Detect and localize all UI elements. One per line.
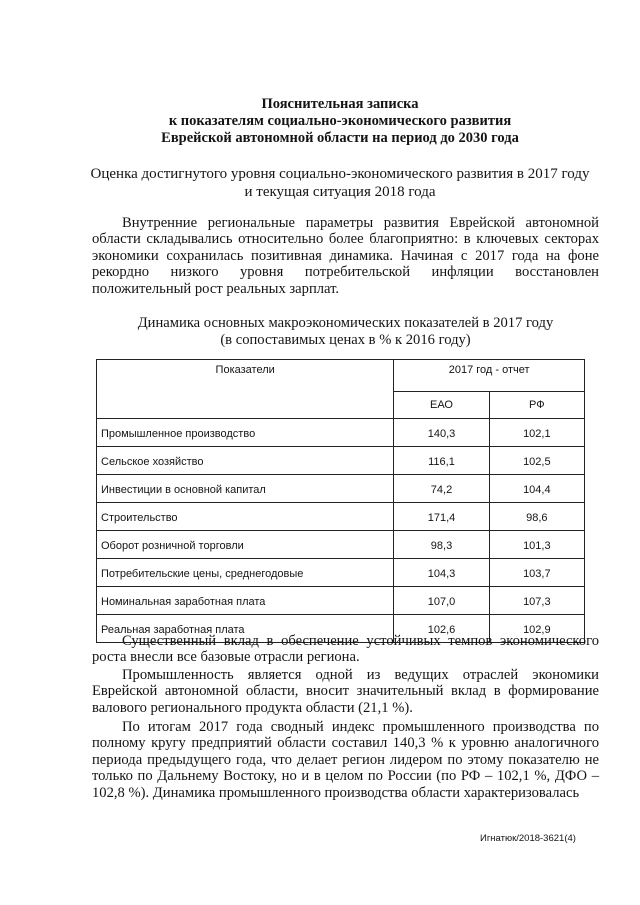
table-row [97, 587, 585, 615]
subtitle-line-2: и текущая ситуация 2018 года [244, 184, 436, 200]
row-indicator-name: Инвестиции в основной капитал [97, 475, 394, 503]
row-indicator-name: Промышленное производство [97, 419, 394, 447]
row-eao-value: 171,4 [394, 503, 489, 531]
body-paragraph-3: По итогам 2017 года сводный индекс промышленного производства по полному кругу предприятий области составил 140,3 % к уровню аналогичного периода предыдущего года, что делает регион лидером по этому показателю не только по Дальнему Востоку, но и в целом по России (по РФ – 102,1 %, ДФО – 102,8 %). Динамика промышленного производства области характеризовалась [92, 719, 599, 801]
col-header-period: 2017 год - отчет [394, 360, 585, 392]
document-title [80, 96, 600, 147]
row-rf-value: 102,5 [489, 447, 584, 475]
col-header-indicator: Показатели [97, 360, 394, 419]
row-eao-value: 107,0 [394, 587, 489, 615]
row-indicator-name: Оборот розничной торговли [97, 531, 394, 559]
title-line-3: Еврейской автономной области на период до 2030 года [161, 130, 519, 146]
col-header-eao: ЕАО [394, 392, 489, 419]
row-rf-value: 104,4 [489, 475, 584, 503]
row-indicator-name: Сельское хозяйство [97, 447, 394, 475]
title-line-2: к показателям социально-экономического развития [168, 113, 512, 129]
row-eao-value: 104,3 [394, 559, 489, 587]
table-caption-line-1: Динамика основных макроэкономических показателей в 2017 году [137, 315, 554, 331]
table-caption [92, 315, 599, 349]
subtitle-line-1: Оценка достигнутого уровня социально-экономического развития в 2017 году [90, 166, 590, 182]
row-indicator-name: Строительство [97, 503, 394, 531]
section-subtitle [80, 165, 600, 201]
title-line-1: Пояснительная записка [261, 96, 419, 112]
macro-indicators-table [96, 359, 585, 643]
row-rf-value: 102,9 [489, 615, 584, 643]
row-rf-value: 107,3 [489, 587, 584, 615]
body-paragraph-2: Промышленность является одной из ведущих отраслей экономики Еврейской автономной области, вносит значительный вклад в формирование валового регионального продукта области (21,1 %). [92, 667, 599, 716]
row-rf-value: 101,3 [489, 531, 584, 559]
table-row [97, 531, 585, 559]
table-caption-line-2: (в сопоставимых ценах в % к 2016 году) [220, 332, 471, 348]
row-rf-value: 98,6 [489, 503, 584, 531]
table-row [97, 559, 585, 587]
row-indicator-name: Потребительские цены, среднегодовые [97, 559, 394, 587]
row-eao-value: 74,2 [394, 475, 489, 503]
row-eao-value: 116,1 [394, 447, 489, 475]
body-paragraph-1: Существенный вклад в обеспечение устойчивых темпов экономического роста внесли все базовые отрасли региона. [92, 633, 599, 666]
row-eao-value: 102,6 [394, 615, 489, 643]
row-eao-value: 98,3 [394, 531, 489, 559]
row-rf-value: 103,7 [489, 559, 584, 587]
table-row [97, 503, 585, 531]
table-row [97, 419, 585, 447]
row-rf-value: 102,1 [489, 419, 584, 447]
table-row [97, 475, 585, 503]
row-indicator-name: Реальная заработная плата [97, 615, 394, 643]
footer-document-code: Игнатюк/2018-3621(4) [480, 833, 576, 844]
col-header-rf: РФ [489, 392, 584, 419]
row-indicator-name: Номинальная заработная плата [97, 587, 394, 615]
intro-paragraph: Внутренние региональные параметры развития Еврейской автономной области складывались относительно более благоприятно: в ключевых секторах экономики сохранилась позитивная динамика. Начиная с 2017 года на фоне рекордно низкого уровня потребительской инфляции восстановлен положительный рост реальных зарплат. [92, 215, 599, 297]
row-eao-value: 140,3 [394, 419, 489, 447]
table-row [97, 447, 585, 475]
